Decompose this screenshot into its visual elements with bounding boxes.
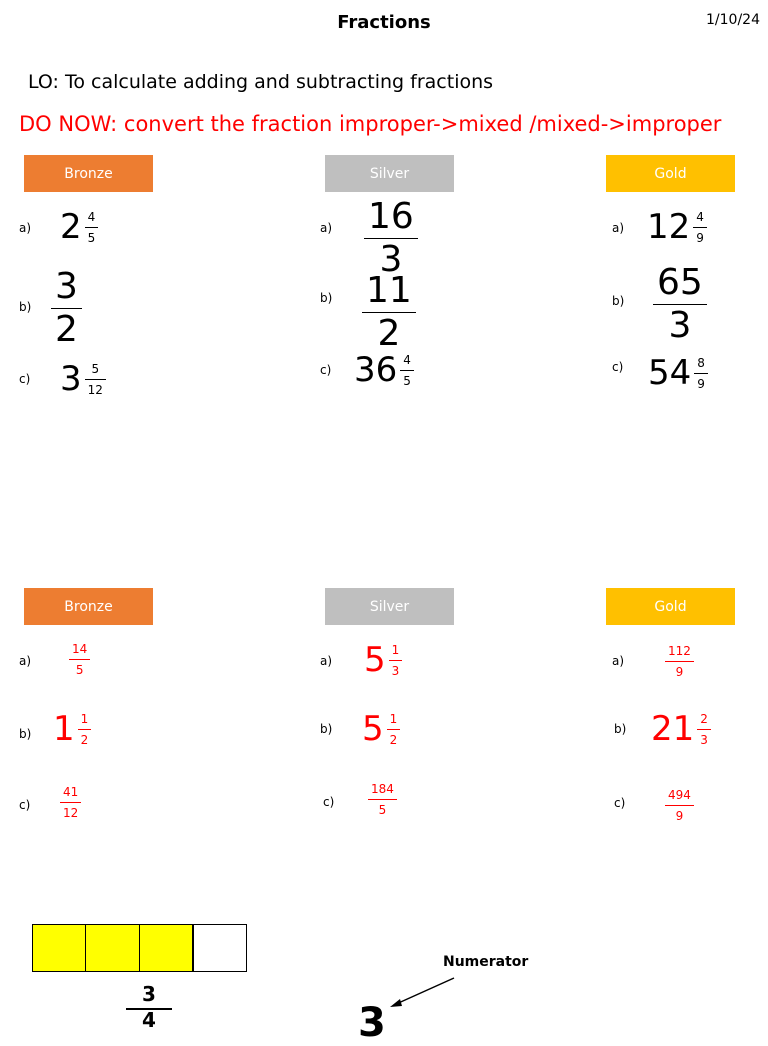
- whole-number: 36: [354, 350, 398, 390]
- numerator: 3: [55, 266, 78, 307]
- bronze-answer-a: [72, 643, 87, 676]
- silver-header: Silver: [325, 155, 454, 192]
- diagram-fraction: [126, 984, 172, 1030]
- whole-number: 12: [647, 207, 691, 247]
- denominator: 3: [668, 305, 692, 346]
- denominator: 9: [675, 665, 684, 679]
- numerator: 11: [366, 270, 412, 311]
- gold-answer-b: [651, 709, 708, 749]
- silver-question-a: [368, 196, 414, 280]
- denominator: 5: [403, 373, 411, 388]
- bronze-answer-b: [53, 709, 88, 749]
- answer-label: c): [19, 798, 31, 812]
- denominator: 5: [87, 230, 96, 245]
- numerator: 4: [403, 352, 411, 367]
- gold-question-a: [647, 207, 704, 247]
- question-label: c): [320, 363, 332, 377]
- numerator-arrow: [386, 974, 458, 1010]
- answer-label: b): [614, 722, 627, 736]
- numerator: 2: [700, 711, 708, 726]
- diagram-denominator: 4: [142, 1008, 156, 1032]
- numerator: 16: [368, 196, 414, 237]
- question-label: b): [612, 294, 625, 308]
- numerator: 65: [657, 262, 703, 303]
- denominator: 12: [87, 382, 103, 397]
- numerator: 4: [696, 209, 704, 224]
- gold-answer-c: [668, 789, 691, 822]
- shaded-part: [85, 924, 140, 972]
- gold-question-c: [648, 353, 705, 393]
- numerator: 494: [668, 788, 691, 802]
- gold-answers-header: Gold: [606, 588, 735, 625]
- fraction-bar-model: [33, 924, 247, 972]
- question-label: a): [19, 221, 32, 235]
- question-label: b): [320, 291, 333, 305]
- question-label: a): [612, 221, 625, 235]
- bronze-question-b: [55, 266, 78, 350]
- numerator: 5: [91, 361, 100, 376]
- question-label: c): [19, 372, 31, 386]
- answer-label: b): [19, 727, 32, 741]
- whole-number: 5: [364, 640, 386, 680]
- answer-label: a): [19, 654, 32, 668]
- denominator: 9: [675, 809, 684, 823]
- numerator: 1: [80, 711, 89, 726]
- answer-label: c): [323, 795, 335, 809]
- gold-answer-a: [668, 645, 691, 678]
- whole-number: 1: [53, 709, 75, 749]
- answer-label: b): [320, 722, 333, 736]
- bronze-answers-header: Bronze: [24, 588, 153, 625]
- do-now-instruction: DO NOW: convert the fraction improper->mixed /mixed->improper: [19, 112, 722, 136]
- numerator: 112: [668, 644, 691, 658]
- silver-answer-c: [371, 783, 394, 816]
- unshaded-part: [192, 924, 247, 972]
- whole-number: 5: [362, 709, 384, 749]
- numerator: 184: [371, 782, 394, 796]
- question-label: b): [19, 300, 32, 314]
- denominator: 9: [697, 376, 705, 391]
- denominator: 5: [75, 663, 84, 677]
- silver-answer-a: [364, 640, 399, 680]
- diagram-numerator: 3: [142, 982, 156, 1006]
- shaded-part: [32, 924, 87, 972]
- bronze-header: Bronze: [24, 155, 153, 192]
- learning-objective: LO: To calculate adding and subtracting fractions: [28, 71, 494, 93]
- denominator: 3: [391, 663, 400, 678]
- numerator: 41: [63, 785, 79, 799]
- shaded-part: [139, 924, 194, 972]
- numerator: 1: [389, 711, 398, 726]
- bronze-answer-c: [63, 786, 78, 819]
- whole-number: 2: [60, 207, 82, 247]
- denominator: 9: [696, 230, 704, 245]
- numerator: 4: [87, 209, 96, 224]
- numerator: 14: [72, 642, 88, 656]
- page-title: Fractions: [337, 12, 431, 33]
- answer-label: c): [614, 796, 626, 810]
- gold-header: Gold: [606, 155, 735, 192]
- silver-answer-b: [362, 709, 397, 749]
- question-label: c): [612, 360, 624, 374]
- denominator: 2: [377, 313, 401, 354]
- question-label: a): [320, 221, 333, 235]
- denominator: 3: [700, 732, 708, 747]
- denominator: 12: [63, 806, 79, 820]
- silver-answers-header: Silver: [325, 588, 454, 625]
- whole-number: 21: [651, 709, 695, 749]
- whole-number: 3: [60, 359, 82, 399]
- numerator-label: Numerator: [443, 954, 529, 970]
- denominator: 3: [379, 239, 403, 280]
- denominator: 5: [378, 803, 387, 817]
- bronze-question-c: [60, 359, 103, 399]
- large-numerator: 3: [358, 1000, 386, 1046]
- answer-label: a): [320, 654, 333, 668]
- gold-question-b: [657, 262, 703, 346]
- numerator: 1: [391, 642, 400, 657]
- answer-label: a): [612, 654, 625, 668]
- silver-question-c: [354, 350, 411, 390]
- bronze-question-a: [60, 207, 95, 247]
- denominator: 2: [55, 309, 78, 350]
- whole-number: 54: [648, 353, 692, 393]
- silver-question-b: [366, 270, 412, 354]
- denominator: 2: [80, 732, 89, 747]
- date-label: 1/10/24: [706, 12, 760, 28]
- numerator: 8: [697, 355, 705, 370]
- denominator: 2: [389, 732, 398, 747]
